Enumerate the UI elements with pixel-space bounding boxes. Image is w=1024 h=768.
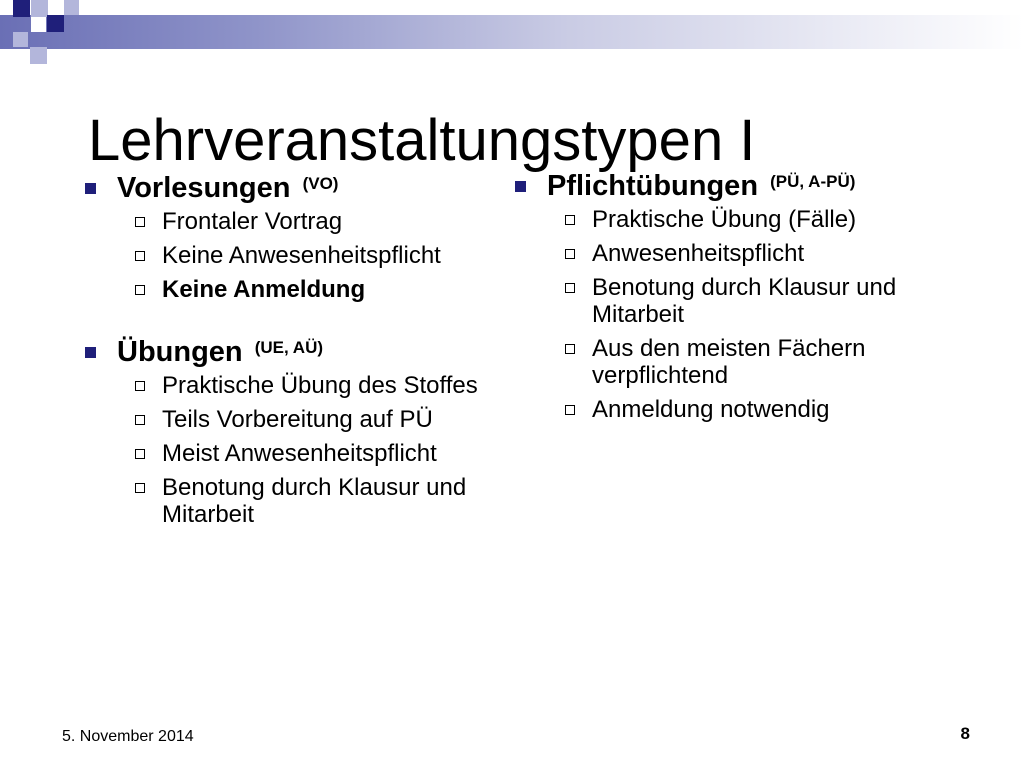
- list-item: Benotung durch Klausur und Mitarbeit: [80, 474, 510, 528]
- footer-date: 5. November 2014: [62, 728, 194, 745]
- section-heading-pflichtuebungen: [510, 166, 930, 206]
- list-item: Teils Vorbereitung auf PÜ: [80, 406, 510, 433]
- hollow-square-bullet-icon: [135, 251, 145, 261]
- list-item: Keine Anmeldung: [80, 276, 510, 303]
- decor-square: [47, 15, 64, 32]
- heading-abbr: (VO): [302, 174, 339, 193]
- hollow-square-bullet-icon: [565, 249, 575, 259]
- list-item: Praktische Übung (Fälle): [510, 206, 930, 233]
- sub-list: [510, 206, 930, 423]
- list-item: Frontaler Vortrag: [80, 208, 510, 235]
- sub-list: [80, 208, 510, 303]
- list-item: Anwesenheitspflicht: [510, 240, 930, 267]
- heading-abbr: (PÜ, A-PÜ): [770, 172, 856, 191]
- slide-title: Lehrveranstaltungstypen I: [88, 107, 756, 173]
- list-item: Benotung durch Klausur und Mitarbeit: [510, 274, 930, 328]
- list-item: Meist Anwesenheitspflicht: [80, 440, 510, 467]
- section-heading-uebungen: [80, 332, 510, 372]
- hollow-square-bullet-icon: [565, 215, 575, 225]
- sub-list: [80, 372, 510, 528]
- list-item: Praktische Übung des Stoffes: [80, 372, 510, 399]
- heading-text: Pflichtübungen: [547, 170, 759, 202]
- page-number: 8: [960, 724, 970, 743]
- square-bullet-icon: [85, 347, 96, 358]
- square-bullet-icon: [515, 181, 526, 192]
- list-item: Keine Anwesenheitspflicht: [80, 242, 510, 269]
- heading-text: Vorlesungen: [117, 172, 291, 204]
- square-bullet-icon: [85, 183, 96, 194]
- hollow-square-bullet-icon: [135, 285, 145, 295]
- decor-square: [30, 47, 47, 64]
- hollow-square-bullet-icon: [135, 217, 145, 227]
- hollow-square-bullet-icon: [135, 449, 145, 459]
- left-column: [80, 168, 510, 535]
- list-item: Anmeldung notwendig: [510, 396, 930, 423]
- hollow-square-bullet-icon: [565, 283, 575, 293]
- list-item: Aus den meisten Fächern verpflichtend: [510, 335, 930, 389]
- hollow-square-bullet-icon: [135, 381, 145, 391]
- decor-square: [13, 0, 30, 17]
- hollow-square-bullet-icon: [565, 344, 575, 354]
- decor-square: [64, 0, 79, 15]
- section-heading-vorlesungen: [80, 168, 510, 208]
- right-column: [510, 166, 930, 430]
- header-gradient-bar: [0, 15, 1024, 49]
- heading-abbr: (UE, AÜ): [254, 338, 324, 357]
- decor-square: [31, 0, 48, 17]
- hollow-square-bullet-icon: [565, 405, 575, 415]
- heading-text: Übungen: [117, 336, 243, 368]
- decor-square: [13, 32, 28, 47]
- hollow-square-bullet-icon: [135, 483, 145, 493]
- decor-square: [31, 17, 46, 32]
- hollow-square-bullet-icon: [135, 415, 145, 425]
